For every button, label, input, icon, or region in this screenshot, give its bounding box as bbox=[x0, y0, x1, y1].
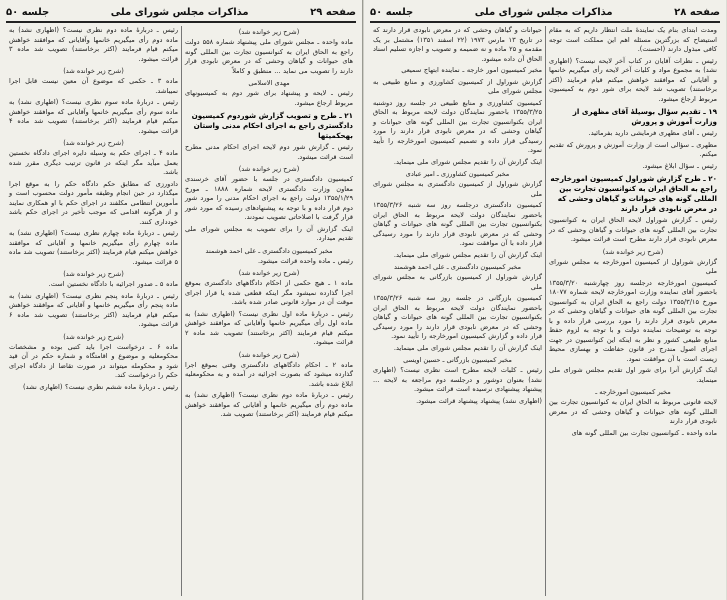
column-left bbox=[6, 26, 181, 596]
session-number: جلسه ۵۰ bbox=[370, 6, 414, 18]
page-number: صفحه ۲۹ bbox=[310, 6, 356, 18]
column-right bbox=[181, 26, 356, 596]
paragraph: رئیس ـ دربارهٔ ماده دوم نظری نیست؟ (اظهاری نشد) به ماده دوم رأی میگیریم خانمها و آقایانی که موافقند خواهش میکنم قیام فرمایند (اکثر برخاستند) تصویب شد. bbox=[185, 391, 353, 418]
header-rule bbox=[6, 21, 356, 23]
paragraph: مظهری ـ سؤالی است از وزارت آموزش و پرورش که تقدیم میکنم. bbox=[549, 140, 717, 158]
paragraph: رئیس ـ کلیات لایحه مطرح است نظری نیست؟ (اظهاری نشد) بعنوان دوشور و درجلسه دوم مراجعه به لایحه ... پیشنهاد پیشنهادی نرسیده است قرائت میشود. bbox=[373, 366, 542, 393]
paragraph: ماده ۲ ـ احکام دادگاههای دادگستری وقتی بموقع اجرا گذارده میشود که بصورت اجرائیه در آمده و به محکومعلیه ابلاغ شده باشد. bbox=[185, 360, 354, 388]
paragraph: رئیس ـ دربارهٔ ماده ششم نظری نیست؟ (اظهاری نشد) bbox=[23, 382, 178, 391]
paragraph: گزارش شوراول از کمیسیون امورخارجه به مجلس شورای ملی bbox=[549, 257, 717, 275]
journal-title: مذاکرات مجلس شورای ملی bbox=[110, 6, 249, 18]
paragraph: ماده واحده ـ مجلس شورای ملی پیشنهاد شماره ۵۵۸ دولت راجع به الحاق ایران به کنوانسیون تجارت بین المللی گونه های حیوانات و گیاهان وحشی که در معرض نابودی قرار دارند را تصویب می نماید ... منطبق و کاملاً bbox=[185, 38, 353, 75]
paragraph: اینک گزارش آن را تقدیم مجلس شورای ملی مینماید. bbox=[393, 343, 542, 352]
centered-note: مخبر کمیسیون امورخارجه ـ bbox=[595, 388, 671, 396]
paragraph: لایحه قانونی مربوط به الحاق ایران به کنوانسیون تجارت بین المللی گونه های حیوانات و گیاهان وحشی که در معرض نابودی قرار دارند bbox=[549, 398, 717, 425]
paragraph: رئیس ـ دربارهٔ ماده دوم نظری نیست؟ (اظهاری نشد) به ماده دوم رأی میگیریم خانمها وآقایانی که موافقند خواهش میکنم قیام فرمایند (اکثر برخاستند) تصویب شد ماده ۳ قرائت میشود. bbox=[9, 26, 178, 63]
paragraph: رئیس ـ دربارهٔ ماده اول نظری نیست؟ (اظهاری نشد) به ماده اول رأی میگیریم خانمها وآقایانی که موافقند خواهش میکنم قیام فرمایند (اکثر برخاستند) تصویب شد ماده ۲ قرائت میشود. bbox=[185, 309, 353, 346]
page-header bbox=[370, 4, 720, 20]
paragraph: اینک گزارش آن را تقدیم مجلس شورای ملی مینماید. bbox=[393, 157, 542, 166]
paragraph: رئیس ـ گزارش شوراول لایحه الحاق ایران به کنوانسیون تجارت بین المللی گونه های حیوانات و گیاهان وحشی که در معرض نابودی قرار دارند مطرح است قرائت میشود. bbox=[549, 216, 717, 243]
paragraph: گزارش شوراول از کمیسیون بازرگانی به مجلس شورای ملی bbox=[373, 273, 542, 291]
page-right bbox=[363, 0, 726, 600]
centered-note: مخبر کمیسیون دادگستری ـ علی احمد هوشمند bbox=[205, 246, 333, 255]
paragraph: گزارش شوراول از کمیسیون دادگستری به مجلس شورای ملی bbox=[373, 180, 542, 198]
paragraph: رئیس ـ دربارهٔ ماده پنجم نظری نیست؟ (اظهاری نشد) به ماده پنجم رأی میگیریم خانمها و آقایانی که موافقند خواهش میکنم قیام فرمایند (اکثر برخاستند) تصویب شد ماده ۶ قرائت میشود. bbox=[9, 291, 178, 328]
page-header bbox=[6, 4, 356, 20]
paragraph: رئیس ـ ماده واحده قرائت میشود. bbox=[257, 256, 353, 265]
paragraph: دادورزی که مطابق حکم دادگاه حکم را به موقع اجرا میگذارد در حین انجام وظیفه مأمور دولت محسوب است و مأمورین انتظامی مکلفند در اجرای حکم با او همکاری نمایند و از هرگونه اقدامی که موجب تأخیر در اجرای حکم باشد خودداری کنند. bbox=[9, 179, 178, 226]
section-heading: ۲۰ ـ طرح گزارش شوراول کمیسیون امورخارجه راجع به الحاق ایران به کنوانسیون تجارت بین المللی گونه های حیوانات و گیاهان وحشی که در معرض نابودی قرار دارند bbox=[550, 174, 717, 213]
paragraph: ومدت ابتدای بنام یک نمایندهٔ ملت انتظار داریم که به مقام استیضاح که بزرگترین مسئله اهم این مملکت است توجه کافی مبذول دارند (احسنت). bbox=[549, 26, 717, 53]
header-rule bbox=[370, 21, 720, 23]
paragraph: اینک گزارش آن را برای تصویب به مجلس شورای ملی تقدیم میدارد. bbox=[185, 224, 353, 242]
centered-note: مخبر کمیسیون کشاورزی ـ امیر عبادی bbox=[405, 170, 510, 178]
centered-note: (شرح زیر خوانده شد) bbox=[602, 247, 664, 256]
column-right bbox=[545, 26, 720, 596]
paragraph: حیوانات و گیاهان وحشی که در معرض نابودی قرار دارند که در تاریخ ۱۳ مارس ۱۹۷۳ (۲۲ اسفند ۱۳۵۱) مشتمل بر یک مقدمه و ۲۵ ماده و نه ضمیمه و تصویب و اجازه تسلیم اسناد الحاق آن داده میشود. bbox=[373, 26, 543, 63]
centered-note: (شرح زیر خوانده شد) bbox=[63, 332, 124, 341]
paragraph: (اظهاری نشد) پیشنهاد پیشنهاد قرائت میشود. bbox=[416, 396, 542, 405]
journal-title: مذاکرات مجلس شورای ملی bbox=[474, 6, 613, 18]
paragraph: کمیسیون امورخارجه درجلسه روز چهارشنبه ۱۳۵۵/۳/۲۰ باحضور آقای نماینده وزارت امورخارجه لایحه شماره ۱۸۰۷۷ مورخ ۱۳۵۵/۳/۱۵ دولت راجع به الحاق ایران به کنوانسیون تجارت بین المللی گونه های حیوانات و گیاهان وحشی که در معرض نابودی قرار دارند را مورد بررسی قرار داده و با توجه به توضیحات نماینده دولت و با توجه به لزوم حفظ منابع طبیعی کشور و نظر به اینکه این کنوانسیون در جهت اجرای اصول مندرج در قانون حفاظت و بهسازی محیط زیست است با آن موافقت نمود. bbox=[549, 278, 717, 363]
paragraph: رئیس ـ دربارهٔ ماده سوم نظری نیست؟ (اظهاری نشد) به ماده سوم رأی میگیریم خانمها وآقایانی که موافقند خواهش میکنم قیام فرمایند (اکثر برخاستند) تصویب شد ماده ۴ قرائت میشود. bbox=[9, 98, 178, 135]
centered-note: مخبر کمیسیون دادگستری ـ علی احمد هوشمند bbox=[394, 263, 521, 271]
centered-note: مخبر کمیسیون بازرگانی ـ حسین اویسی bbox=[403, 356, 512, 364]
paragraph: رئیس ـ سؤال ابلاغ میشود. bbox=[642, 161, 717, 170]
paragraph: ماده ۵ ـ صدور اجرائیه با دادگاه نخستین است. bbox=[48, 280, 178, 288]
paragraph: کمیسیون بازرگانی در جلسه روز سه شنبه ۱۳۵۵/۳/۲۶ باحضور نمایندگان دولت لایحه مربوط به الحاق ایران بکنوانسیون تجارت بین المللی گونه های حیوانات و گیاهان وحشی که در معرض نابودی قرار دارند را مورد رسیدگی قرار داده و گزارش کمیسیون امورخارجه را تأیید نمود. bbox=[373, 294, 542, 340]
text-columns bbox=[370, 26, 720, 596]
text-columns bbox=[6, 26, 356, 596]
paragraph: رئیس ـ نظرات آقایان در کتاب آخر لایحه نیست؟ (اظهاری نشد) به مجموع مواد و کلیات آخر لایحه رأی میگیریم خانمها و آقایانی که موافقند خواهش میکنم قیام فرمایند (اکثر برخاستند) تصویب شد لایحه برای شور دوم به کمیسیون مربوط ارجاع میشود. bbox=[549, 56, 717, 103]
centered-note: (شرح زیر خوانده شد) bbox=[238, 165, 300, 173]
paragraph: اینک گزارش آن را تقدیم مجلس شورای ملی مینماید. bbox=[393, 250, 542, 259]
centered-note: (شرح زیر خوانده شد) bbox=[63, 67, 124, 75]
paragraph: ماده ۴ ـ اجرای حکم به وسیله دایره اجرای دادگاه نخستین بعمل میآید مگر اینکه در قانون ترتیب دیگری مقرر شده باشد. bbox=[9, 149, 178, 176]
paragraph: کمیسیون دادگستری در جلسه با حضور آقای خرسندی معاون وزارت دادگستری لایحه شماره ۱۸۸۸ ـ مورخ ۱۳۵۵/۱/۲۹ دولت راجع به اجرای احکام مدنی را مورد شور دوم قرار داده و با توجه به پیشنهادهای رسیده که مورد شور قرار گرفت با اصلاحاتی تصویب نمودند. bbox=[185, 175, 353, 221]
paragraph: اینک گزارش آنرا برای شور اول تقدیم مجلس شورای ملی مینماید. bbox=[549, 366, 717, 384]
page-left bbox=[0, 0, 363, 600]
paragraph: رئیس ـ گزارش شور دوم لایحه اجرای احکام مدنی مطرح است قرائت میشود. bbox=[185, 143, 353, 161]
centered-note: (شرح زیر خوانده شد) bbox=[238, 269, 300, 277]
paragraph: ماده ۱ ـ هیچ حکمی از احکام دادگاههای دادگستری بموقع اجرا گذارده نمیشود مگر اینکه قطعی شده یا قرار اجرای موقت آن در موارد قانونی صادر شده باشد. bbox=[185, 279, 354, 306]
page-number: صفحه ۲۸ bbox=[674, 6, 720, 18]
centered-note: مهدی الاسلامی bbox=[248, 79, 290, 87]
paragraph: مخبر کمیسیون امور خارجه ـ نماینده ابتهاج سمیعی bbox=[401, 66, 542, 74]
centered-note: (شرح زیر خوانده شد) bbox=[238, 350, 300, 359]
paragraph: ماده ۶ ـ درخواست اجرا باید کتبی بوده و مشخصات محکومعلیه و موضوع و اقامتگاه و شماره حکم در آن قید شود و محکومله میتواند در صورت تقاضا از دادگاه اجرای حکم را درخواست کند. bbox=[9, 342, 178, 379]
centered-note: (شرح زیر خوانده شد) bbox=[63, 139, 124, 147]
paragraph: رئیس ـ آقای مظهری فرمایشی دارید بفرمائید. bbox=[588, 129, 717, 137]
session-number: جلسه ۵۰ bbox=[6, 6, 50, 18]
column-left bbox=[370, 26, 545, 596]
paragraph: کمیسیون کشاورزی و منابع طبیعی در جلسه روز دوشنبه ۱۳۵۵/۳/۲۵ باحضور نمایندگان دولت لایحه مربوط به الحاق ایران بکنوانسیون تجارت بین المللی گونه های حیوانات و گیاهان وحشی که در معرض نابودی قرار دارند را مورد رسیدگی قرار داده و تصمیم کمیسیون امورخارجه را تأیید نمود. bbox=[373, 98, 542, 154]
paragraph: کمیسیون دادگستری درجلسه روز سه شنبه ۱۳۵۵/۳/۲۶ باحضور نمایندگان دولت لایحه مربوط به الحاق ایران بکنوانسیون تجارت بین المللی گونه های حیوانات و گیاهان وحشی که در معرض نابودی قرار دارند را مورد رسیدگی قرار داده با آن موافقت نمود. bbox=[373, 201, 542, 247]
section-heading: ۱۹ ـ تقدیم سؤال بوسیلهٔ آقای مظهری از وزارت آموزش و پرورش bbox=[572, 107, 717, 126]
paragraph: ماده ۳ ـ حکمی که موضوع آن معین نیست قابل اجرا نمیباشد. bbox=[9, 77, 178, 95]
paragraph: ماده واحده ـ کنوانسیون تجارت بین المللی گونه های bbox=[571, 428, 717, 437]
paragraph: رئیس ـ دربارهٔ ماده چهارم نظری نیست؟ (اظهاری نشد) به ماده چهارم رأی میگیریم خانمها و آقایانی که موافقند خواهش میکنم قیام فرمایند (اکثر برخاستند) تصویب شد ماده ۵ قرائت میشود. bbox=[9, 229, 178, 266]
paragraph: گزارش شوراول از کمیسیون کشاورزی و منابع طبیعی به مجلس شورای ملی bbox=[373, 77, 542, 95]
section-heading: ۲۱ ـ طرح و تصویب گزارش شوردوم کمیسیون دادگستری راجع به اجرای احکام مدنی واستان بهحکمیتها bbox=[191, 111, 353, 140]
centered-note: (شرح زیر خوانده شد) bbox=[238, 28, 300, 36]
paragraph: رئیس ـ لایحه و پیشنهاد برای شور دوم به کمیسیونهای مربوط ارجاع میشود. bbox=[185, 89, 353, 107]
centered-note: (شرح زیر خوانده شد) bbox=[63, 270, 124, 278]
